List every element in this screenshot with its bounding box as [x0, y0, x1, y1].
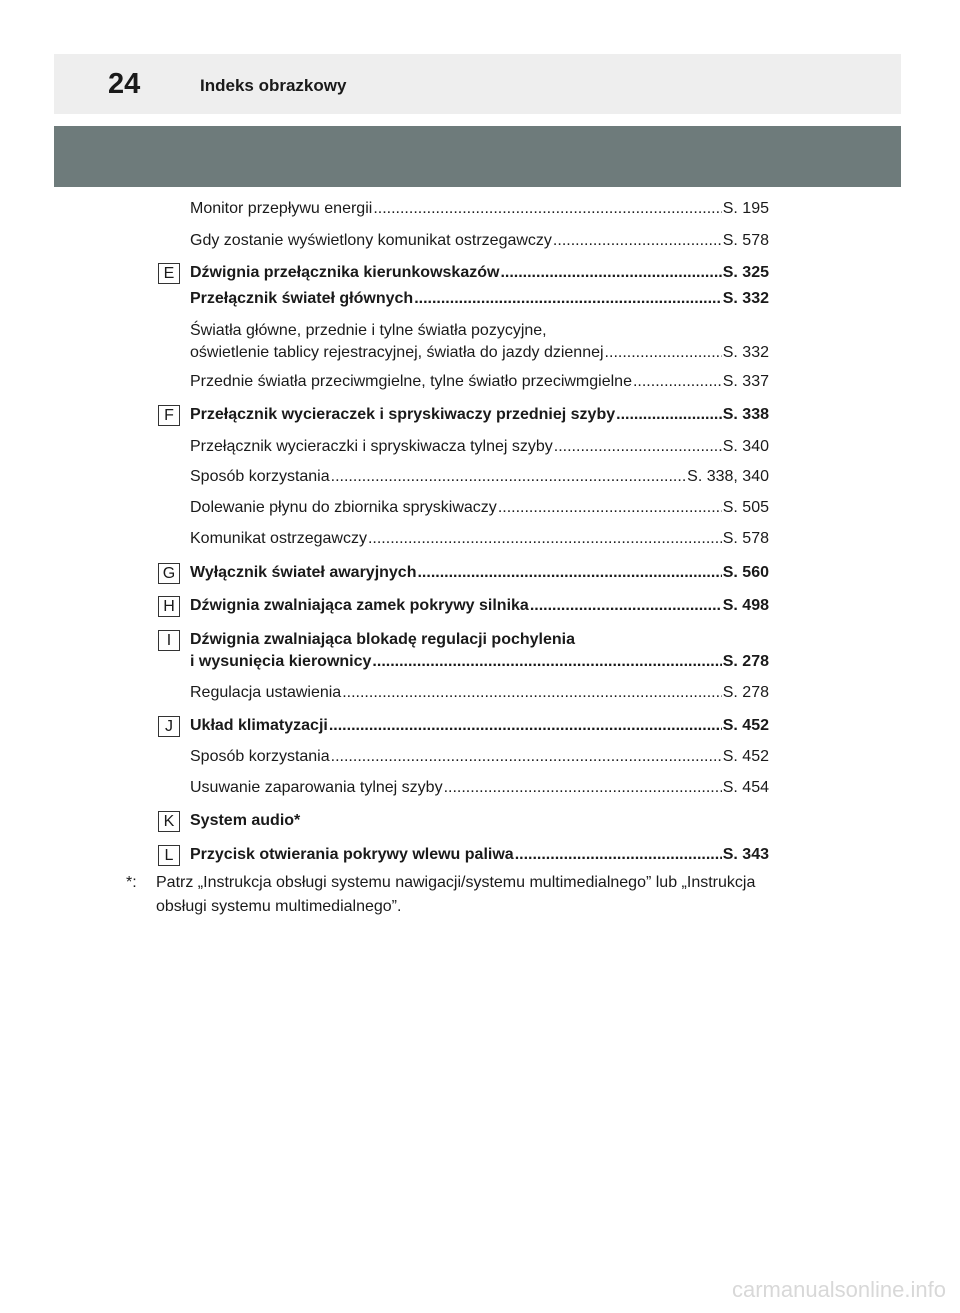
dot-leader	[444, 777, 722, 799]
dot-leader	[498, 497, 722, 519]
entry-text: Wyłącznik świateł awaryjnych	[190, 564, 417, 581]
dot-leader	[373, 198, 721, 220]
entry-text: i wysunięcia kierownicy	[190, 653, 372, 670]
dot-leader	[372, 651, 721, 673]
entry-text: Światła główne, przednie i tylne światła pozycyjne,	[190, 322, 547, 339]
index-letter-f: F	[158, 405, 180, 426]
entry-text: Dźwignia zwalniająca blokadę regulacji pochylenia	[190, 631, 576, 648]
page-reference: S. 325	[722, 264, 769, 281]
dot-leader	[331, 466, 687, 488]
entry-text: oświetlenie tablicy rejestracyjnej, światła do jazdy dziennej	[190, 344, 604, 361]
dot-leader	[553, 230, 722, 252]
entry-text: Dźwignia zwalniająca zamek pokrywy silnika	[190, 597, 529, 614]
index-entry	[190, 466, 769, 488]
index-letter-i: I	[158, 630, 180, 651]
dot-leader	[368, 528, 722, 550]
dot-leader	[342, 682, 722, 704]
footnote-mark: *:	[126, 874, 137, 891]
page-reference: S. 340	[722, 438, 769, 455]
entry-line	[190, 746, 769, 768]
entry-text: Układ klimatyzacji	[190, 717, 328, 734]
entry-text: Sposób korzystania	[190, 468, 330, 485]
index-entry	[190, 777, 769, 799]
entry-text: Usuwanie zaparowania tylnej szyby	[190, 779, 443, 796]
index-letter-e: E	[158, 263, 180, 284]
index-entry	[190, 810, 769, 832]
page-reference: S. 338, 340	[687, 468, 769, 485]
page-reference: S. 195	[722, 200, 769, 217]
entry-line	[190, 844, 769, 866]
entry-line	[190, 629, 769, 651]
page-reference: S. 454	[722, 779, 769, 796]
entry-text: Sposób korzystania	[190, 748, 330, 765]
dot-leader	[616, 404, 722, 426]
index-entry	[190, 715, 769, 737]
index-entry	[190, 262, 769, 284]
entry-line	[190, 320, 769, 342]
entry-text: Przełącznik wycieraczek i spryskiwaczy przedniej szyby	[190, 406, 616, 423]
index-entry	[190, 288, 769, 310]
page-reference: S. 578	[722, 232, 769, 249]
header-bar	[54, 54, 901, 114]
index-letter-l: L	[158, 845, 180, 866]
entry-text: Gdy zostanie wyświetlony komunikat ostrzegawczy	[190, 232, 552, 249]
entry-line	[190, 342, 769, 364]
index-entry	[190, 404, 769, 426]
page-reference: S. 560	[722, 564, 769, 581]
dot-leader	[500, 262, 721, 284]
entry-line	[190, 777, 769, 799]
page-reference: S. 578	[722, 530, 769, 547]
index-entry	[190, 497, 769, 519]
entry-line	[190, 715, 769, 737]
entry-line	[190, 651, 769, 673]
index-letter-j: J	[158, 716, 180, 737]
entry-line	[190, 466, 769, 488]
index-entry	[190, 844, 769, 866]
entry-line	[190, 810, 769, 832]
index-entry	[190, 562, 769, 584]
dot-leader	[414, 288, 722, 310]
page-reference: S. 278	[722, 684, 769, 701]
entry-text: Przełącznik świateł głównych	[190, 290, 414, 307]
entry-text: System audio*	[190, 812, 301, 829]
entry-line	[190, 497, 769, 519]
entry-line	[190, 436, 769, 458]
page-reference: S. 505	[722, 499, 769, 516]
dot-leader	[554, 436, 722, 458]
index-entry	[190, 436, 769, 458]
entry-line	[190, 595, 769, 617]
page-reference: S. 343	[722, 846, 769, 863]
page-reference: S. 452	[722, 717, 769, 734]
entry-text: Regulacja ustawienia	[190, 684, 342, 701]
page-reference: S. 452	[722, 748, 769, 765]
entry-line	[190, 230, 769, 252]
page-reference: S. 278	[722, 653, 769, 670]
watermark: carmanualsonline.info	[731, 1277, 946, 1302]
index-entry	[190, 629, 769, 673]
entry-line	[190, 371, 769, 393]
entry-line	[190, 404, 769, 426]
entry-text: Komunikat ostrzegawczy	[190, 530, 367, 547]
index-letter-g: G	[158, 563, 180, 584]
entry-text: Dolewanie płynu do zbiornika spryskiwaczy	[190, 499, 497, 516]
index-letter-k: K	[158, 811, 180, 832]
entry-line	[190, 562, 769, 584]
entry-text: Monitor przepływu energii	[190, 200, 373, 217]
page-reference: S. 332	[722, 290, 769, 307]
entry-text: Dźwignia przełącznika kierunkowskazów	[190, 264, 500, 281]
section-title: Indeks obrazkowy	[200, 76, 347, 95]
entry-line	[190, 682, 769, 704]
entry-line	[190, 198, 769, 220]
index-entry	[190, 746, 769, 768]
index-letter-h: H	[158, 596, 180, 617]
entry-line	[190, 288, 769, 310]
dot-leader	[329, 715, 722, 737]
dot-leader	[515, 844, 722, 866]
page-reference: S. 338	[722, 406, 769, 423]
dot-leader	[530, 595, 722, 617]
entry-line	[190, 262, 769, 284]
entry-text: Przycisk otwierania pokrywy wlewu paliwa	[190, 846, 514, 863]
entry-text: Przednie światła przeciwmgielne, tylne światło przeciwmgielne	[190, 373, 632, 390]
index-entry	[190, 682, 769, 704]
entry-line	[190, 528, 769, 550]
index-entry	[190, 230, 769, 252]
dot-leader	[605, 342, 722, 364]
index-entry	[190, 320, 769, 364]
dot-leader	[331, 746, 722, 768]
page-reference: S. 332	[722, 344, 769, 361]
page-number: 24	[108, 68, 141, 100]
footnote	[126, 871, 776, 919]
page-reference: S. 498	[722, 597, 769, 614]
index-entry	[190, 198, 769, 220]
index-entry	[190, 595, 769, 617]
dot-leader	[633, 371, 722, 393]
entry-text: Przełącznik wycieraczki i spryskiwacza tylnej szyby	[190, 438, 553, 455]
header-band	[54, 126, 901, 187]
index-entry	[190, 371, 769, 393]
dot-leader	[417, 562, 721, 584]
page-reference: S. 337	[722, 373, 769, 390]
index-entry	[190, 528, 769, 550]
footnote-text: Patrz „Instrukcja obsługi systemu nawigacji/systemu multimedialnego” lub „Instrukcja obsługi systemu multimedialnego”.	[156, 874, 756, 915]
